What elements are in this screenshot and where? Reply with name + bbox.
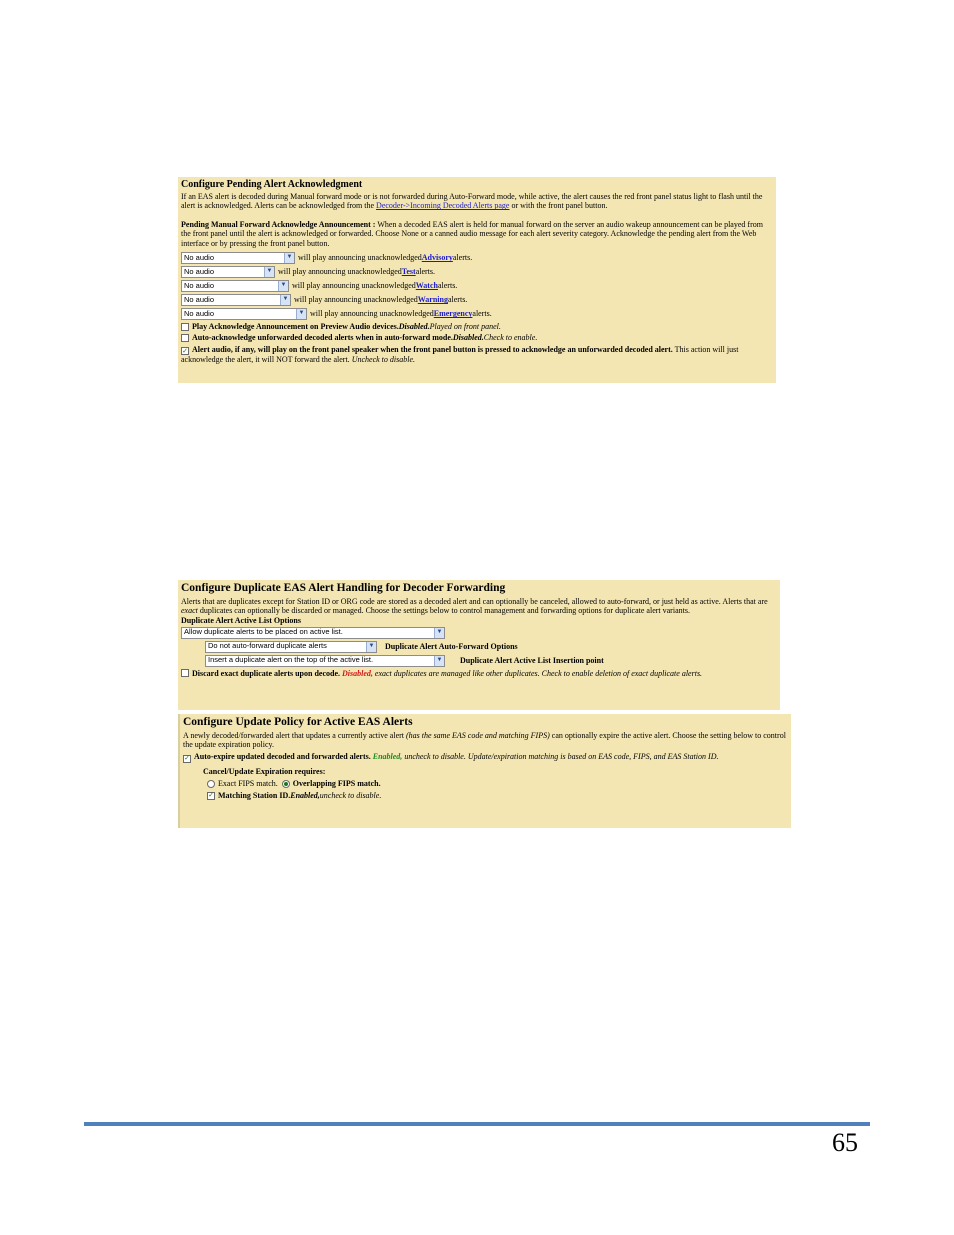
update-policy-panel [178,714,791,828]
advisory-audio-row: No audio ▼ will play announcing unacknowledged Advisory alerts. [181,252,773,264]
chevron-down-icon: ▼ [296,309,306,319]
advisory-link[interactable]: Advisory [421,253,453,263]
active-list-options-label: Duplicate Alert Active List Options [181,616,301,626]
pending-ack-title: Configure Pending Alert Acknowledgment [181,179,363,190]
duplicate-alert-intro: Alerts that are duplicates except for Station ID or ORG code are stored as a decoded alert and can optionally be canceled, allowed to auto-forward, or just held as active. Alerts that are exact duplicates can optionally be discarded or managed. Choose the settings below to control management and forwarding options for duplicate alert variants. [181,596,768,615]
insertion-point-select[interactable]: Insert a duplicate alert on the top of the active list. ▼ [205,655,445,667]
announcement-description: Pending Manual Forward Acknowledge Announcement : When a decoded EAS alert is held for manual forward on the server an audio wakeup announcement can be played from the front panel until the alert is acknowledged or forwarded. Choose None or a canned audio message for each alert severity category. Acknowledge the pending alert from the Web interface or by pressing the front panel button. [181,219,763,248]
fips-match-row: Exact FIPS match. Overlapping FIPS match. [207,779,788,788]
chevron-down-icon: ▼ [264,267,274,277]
watch-audio-select[interactable]: No audio ▼ [181,280,289,292]
chevron-down-icon: ▼ [434,628,444,638]
update-policy-intro: A newly decoded/forwarded alert that updates a currently active alert (has the same EAS code and matching FIPS) can optionally expire the active alert. Choose the setting below to control the update expiration policy. [183,730,786,749]
expiration-requires-label: Cancel/Update Expiration requires: [203,766,326,776]
pending-ack-panel [178,177,776,383]
page-number: 65 [832,1128,858,1157]
insertion-point-row: Insert a duplicate alert on the top of the active list. ▼ Duplicate Alert Active List Insertion point [205,655,777,667]
duplicate-alert-panel [178,580,780,710]
chevron-down-icon: ▼ [434,656,444,666]
discard-duplicates-option: Discard exact duplicate alerts upon decode. Disabled, exact duplicates are managed like other duplicates. Check to enable deletion of exact duplicate alerts. [181,669,777,678]
front-panel-audio-checkbox[interactable]: ✓ [182,346,188,355]
chevron-down-icon: ▼ [278,281,288,291]
emergency-audio-row: No audio ▼ will play announcing unacknowledged Emergency alerts. [181,308,773,320]
auto-ack-option: Auto-acknowledge unforwarded decoded alerts when in auto-forward mode. Disabled. Check to enable. [181,333,773,342]
advisory-audio-select[interactable]: No audio ▼ [181,252,295,264]
emergency-audio-select[interactable]: No audio ▼ [181,308,307,320]
test-link[interactable]: Test [401,267,416,277]
footer-rule [84,1122,870,1126]
preview-audio-option: Play Acknowledge Announcement on Preview Audio devices. Disabled. Played on front panel. [181,322,773,331]
update-policy-title: Configure Update Policy for Active EAS Alerts [183,716,413,728]
duplicate-alert-title: Configure Duplicate EAS Alert Handling for Decoder Forwarding [181,582,506,594]
pending-ack-intro: If an EAS alert is decoded during Manual forward mode or is not forwarded during Auto-Forward mode, while active, the alert causes the red front panel status light to flash until the alert is acknowledged. Alerts can be acknowledged from the Decoder->Incoming Decoded Alerts page or with the front panel button. [181,191,763,211]
auto-expire-option: ✓ Auto-expire updated decoded and forwarded alerts. Enabled, uncheck to disable. Update/expiration matching is based on EAS code, FIPS, and EAS Station ID. [184,752,719,763]
auto-ack-checkbox[interactable] [181,334,189,342]
active-list-select[interactable]: Allow duplicate alerts to be placed on active list. ▼ [181,627,445,639]
test-audio-select[interactable]: No audio ▼ [181,266,275,278]
exact-fips-radio[interactable] [207,780,215,788]
station-id-option: ✓ Matching Station ID. Enabled, uncheck to disable. [208,790,382,800]
emergency-link[interactable]: Emergency [433,309,473,319]
auto-forward-select[interactable]: Do not auto-forward duplicate alerts ▼ [205,641,377,653]
discard-duplicates-checkbox[interactable] [181,669,189,677]
watch-audio-row: No audio ▼ will play announcing unacknowledged Watch alerts. [181,280,773,292]
station-id-checkbox[interactable]: ✓ [208,791,214,800]
warning-link[interactable]: Warning [417,295,448,305]
preview-audio-checkbox[interactable] [181,323,189,331]
watch-link[interactable]: Watch [415,281,438,291]
auto-forward-row: Do not auto-forward duplicate alerts ▼ Duplicate Alert Auto-Forward Options [205,641,777,653]
decoded-alerts-link[interactable]: Decoder->Incoming Decoded Alerts page [376,201,510,211]
overlapping-fips-radio[interactable] [282,780,290,788]
warning-audio-row: No audio ▼ will play announcing unacknowledged Warning alerts. [181,294,773,306]
chevron-down-icon: ▼ [280,295,290,305]
active-list-row [181,627,777,639]
auto-expire-checkbox[interactable]: ✓ [184,754,190,763]
front-panel-audio-option: ✓ Alert audio, if any, will play on the front panel speaker when the front panel button is pressed to acknowledge an unforwarded decoded alert. This action will just acknowledge the alert, it will NOT forward the alert. Uncheck to disable. [181,344,739,365]
warning-audio-select[interactable]: No audio ▼ [181,294,291,306]
chevron-down-icon: ▼ [284,253,294,263]
chevron-down-icon: ▼ [366,642,376,652]
test-audio-row: No audio ▼ will play announcing unacknowledged Test alerts. [181,266,773,278]
